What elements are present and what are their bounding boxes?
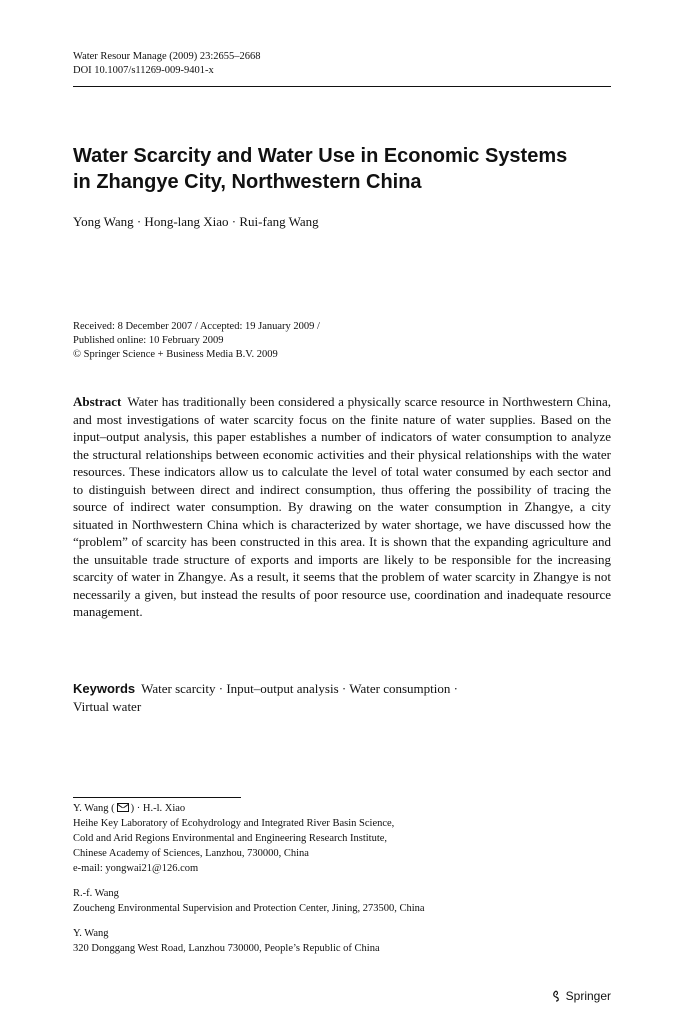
header-rule [73,86,611,87]
title-line-1: Water Scarcity and Water Use in Economic Systems [73,145,568,167]
footnote-rule [73,797,241,798]
affil1-line-2: Cold and Arid Regions Environmental and Engineering Research Institute, [73,833,388,844]
affil3-author: Y. Wang [73,928,109,939]
affil1-line-3: Chinese Academy of Sciences, Lanzhou, 730000, China [73,848,309,859]
affil1-line-1: Heihe Key Laboratory of Ecohydrology and Integrated River Basin Science, [73,818,395,829]
abstract-text: Water has traditionally been considered a physically scarce resource in Northwestern China, and most investigations of water scarcity focus on the finite nature of water supplies. Based on the input–output analysis, this paper establishes a number of indicators of water consumption to analyze the structural relationships between economic activities and their physical relationships with the water resources. These indicators allow us to calculate the level of total water consumed by each sector and to distinguish between direct and indirect consumption, thus offering the possibility of tracing the source of indirect water consumption. By drawing on the water consumption in Zhangye, a city situated in Northwestern China which is characterized by water shortage, we have discussed how the “problem” of scarcity has been constructed in this area. It is shown that the expanding agriculture and the unsuitable trade structure of exports and imports are likely to be responsible for the increasing scarcity of water in Zhangye. As a result, it seems that the problem of water scarcity in Zhangye is not necessarily a given, but instead the results of poor resource use, coordination and inadequate resource management. [73,394,611,619]
published-online: Published online: 10 February 2009 [73,335,224,346]
affil1-author-a: Y. Wang ( [73,803,115,814]
keywords [73,680,611,715]
abstract-label: Abstract [73,394,122,409]
abstract [73,393,611,621]
affiliation-2 [73,886,613,916]
springer-logo-icon [550,990,562,1002]
publication-dates [73,320,320,362]
author-affiliations [73,801,613,966]
author-list: Yong Wang · Hong-lang Xiao · Rui-fang Wang [73,214,319,229]
article-title [73,143,613,195]
affil1-author-b: ) · H.-l. Xiao [130,803,186,814]
keywords-line-2: Virtual water [73,698,142,714]
doi[interactable]: DOI 10.1007/s11269-009-9401-x [73,65,214,76]
copyright: © Springer Science + Business Media B.V. 2009 [73,349,278,360]
journal-citation: Water Resour Manage (2009) 23:2655–2668 [73,51,261,62]
received-accepted: Received: 8 December 2007 / Accepted: 19 January 2009 / [73,321,320,332]
affiliation-3 [73,926,613,956]
journal-header [73,50,261,78]
keywords-label: Keywords [73,681,136,696]
publisher-name: Springer [565,989,611,1003]
affil3-line-1: 320 Donggang West Road, Lanzhou 730000, People’s Republic of China [73,943,380,954]
affiliation-1 [73,801,613,876]
keywords-line-1: Water scarcity · Input–output analysis · Water consumption · [141,681,458,696]
affil2-author: R.-f. Wang [73,888,119,899]
publisher-logo [550,989,611,1003]
corresponding-email[interactable]: e-mail: yongwai21@126.com [73,863,199,874]
affil2-line-1: Zoucheng Environmental Supervision and Protection Center, Jining, 273500, China [73,903,425,914]
envelope-icon [117,803,129,812]
title-line-2: in Zhangye City, Northwestern China [73,171,422,193]
